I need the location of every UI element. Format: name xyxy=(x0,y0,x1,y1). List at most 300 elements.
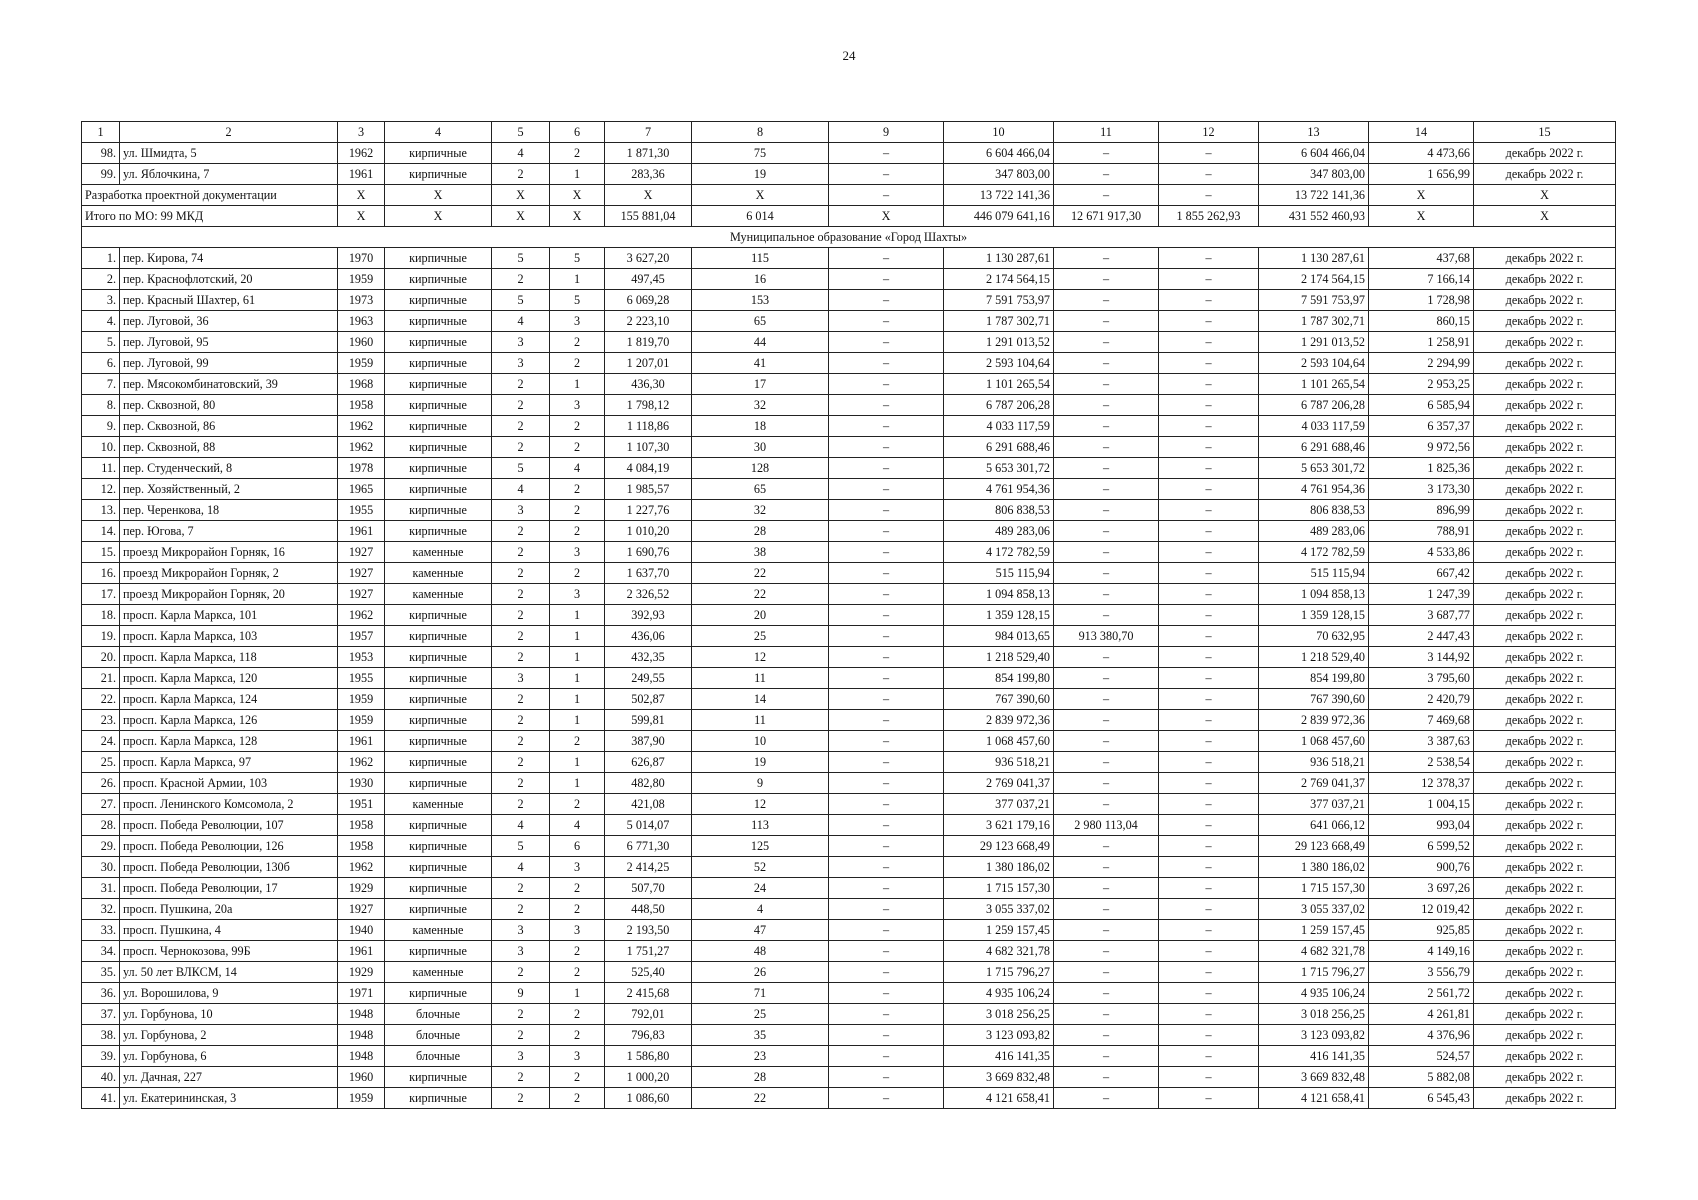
column-header: 8 xyxy=(692,122,829,143)
table-cell: 3 055 337,02 xyxy=(944,899,1054,920)
table-cell: 2 xyxy=(550,500,605,521)
table-cell: 806 838,53 xyxy=(1259,500,1369,521)
table-cell: – xyxy=(829,437,944,458)
table-cell: кирпичные xyxy=(385,605,492,626)
table-cell: 347 803,00 xyxy=(1259,164,1369,185)
table-cell: 5 014,07 xyxy=(605,815,692,836)
table-cell: – xyxy=(1159,1004,1259,1025)
table-cell: пер. Студенческий, 8 xyxy=(120,458,338,479)
table-cell: – xyxy=(829,920,944,941)
table-cell: – xyxy=(1054,500,1159,521)
column-header: 1 xyxy=(82,122,120,143)
table-row xyxy=(82,269,1616,290)
table-cell: 1 xyxy=(550,689,605,710)
table-cell: – xyxy=(1159,143,1259,164)
table-cell: 806 838,53 xyxy=(944,500,1054,521)
table-cell: 5 xyxy=(492,458,550,479)
table-cell: 421,08 xyxy=(605,794,692,815)
table-cell: 3 xyxy=(492,920,550,941)
table-row xyxy=(82,1004,1616,1025)
table-cell: 2 538,54 xyxy=(1369,752,1474,773)
table-cell: 1962 xyxy=(338,437,385,458)
table-row xyxy=(82,311,1616,332)
table-cell: – xyxy=(1054,395,1159,416)
table-cell: 3 xyxy=(492,941,550,962)
table-cell: 6 291 688,46 xyxy=(1259,437,1369,458)
table-cell: 1. xyxy=(82,248,120,269)
table-cell: кирпичные xyxy=(385,941,492,962)
table-cell: кирпичные xyxy=(385,815,492,836)
table-cell: проезд Микрорайон Горняк, 2 xyxy=(120,563,338,584)
table-cell: 1 068 457,60 xyxy=(1259,731,1369,752)
table-row xyxy=(82,500,1616,521)
table-row xyxy=(82,794,1616,815)
table-cell: – xyxy=(1159,416,1259,437)
table-cell: 1 130 287,61 xyxy=(1259,248,1369,269)
table-cell: ул. Горбунова, 10 xyxy=(120,1004,338,1025)
table-cell: 3 669 832,48 xyxy=(944,1067,1054,1088)
table-cell: 2 xyxy=(492,437,550,458)
table-cell: – xyxy=(1159,731,1259,752)
table-cell: кирпичные xyxy=(385,143,492,164)
table-cell: 32. xyxy=(82,899,120,920)
table-cell: – xyxy=(1054,416,1159,437)
table-cell: 98. xyxy=(82,143,120,164)
table-cell: 1968 xyxy=(338,374,385,395)
table-cell: 48 xyxy=(692,941,829,962)
table-cell: 9 xyxy=(492,983,550,1004)
table-cell: 3 xyxy=(492,1046,550,1067)
table-cell: 1953 xyxy=(338,647,385,668)
table-cell: 11 xyxy=(692,668,829,689)
table-cell: 17 xyxy=(692,374,829,395)
table-cell: 1948 xyxy=(338,1025,385,1046)
table-cell: – xyxy=(1054,920,1159,941)
table-cell: кирпичные xyxy=(385,332,492,353)
table-cell: 2 223,10 xyxy=(605,311,692,332)
table-cell: – xyxy=(1054,1046,1159,1067)
table-cell: 29. xyxy=(82,836,120,857)
table-cell: 12 xyxy=(692,794,829,815)
table-cell: декабрь 2022 г. xyxy=(1474,1088,1616,1109)
table-cell: кирпичные xyxy=(385,626,492,647)
column-header: 6 xyxy=(550,122,605,143)
table-cell: 1 359 128,15 xyxy=(1259,605,1369,626)
table-cell: просп. Чернокозова, 99Б xyxy=(120,941,338,962)
table-cell: 2 174 564,15 xyxy=(944,269,1054,290)
table-cell: 515 115,94 xyxy=(944,563,1054,584)
table-cell: 4 533,86 xyxy=(1369,542,1474,563)
table-cell: кирпичные xyxy=(385,248,492,269)
table-cell: декабрь 2022 г. xyxy=(1474,962,1616,983)
table-cell: пер. Луговой, 99 xyxy=(120,353,338,374)
table-cell: – xyxy=(829,794,944,815)
table-cell: – xyxy=(1159,395,1259,416)
summary-cell: 13 722 141,36 xyxy=(1259,185,1369,206)
table-cell: 2 xyxy=(550,437,605,458)
table-cell: 900,76 xyxy=(1369,857,1474,878)
table-cell: 482,80 xyxy=(605,773,692,794)
table-cell: кирпичные xyxy=(385,1088,492,1109)
table-cell: 1 728,98 xyxy=(1369,290,1474,311)
table-cell: 1 380 186,02 xyxy=(944,857,1054,878)
table-cell: – xyxy=(829,1088,944,1109)
table-cell: 2 xyxy=(492,269,550,290)
table-cell: – xyxy=(1054,752,1159,773)
summary-cell: 12 671 917,30 xyxy=(1054,206,1159,227)
table-row xyxy=(82,899,1616,920)
table-cell: 1 094 858,13 xyxy=(1259,584,1369,605)
table-cell: 1 690,76 xyxy=(605,542,692,563)
table-cell: – xyxy=(1159,878,1259,899)
table-cell: 4 149,16 xyxy=(1369,941,1474,962)
table-cell: 6 069,28 xyxy=(605,290,692,311)
table-cell: 925,85 xyxy=(1369,920,1474,941)
table-cell: 1955 xyxy=(338,668,385,689)
table-cell: 3 xyxy=(550,920,605,941)
table-cell: 1927 xyxy=(338,563,385,584)
table-cell: 283,36 xyxy=(605,164,692,185)
table-cell: 1 xyxy=(550,752,605,773)
table-cell: – xyxy=(829,710,944,731)
table-cell: декабрь 2022 г. xyxy=(1474,941,1616,962)
table-cell: – xyxy=(1159,311,1259,332)
table-cell: 2 xyxy=(550,1004,605,1025)
table-row xyxy=(82,479,1616,500)
table-cell: просп. Ленинского Комсомола, 2 xyxy=(120,794,338,815)
table-cell: 32 xyxy=(692,500,829,521)
table-cell: – xyxy=(1054,605,1159,626)
table-cell: 12. xyxy=(82,479,120,500)
table-cell: пер. Кирова, 74 xyxy=(120,248,338,269)
table-cell: 1 227,76 xyxy=(605,500,692,521)
table-cell: 16. xyxy=(82,563,120,584)
summary-cell: X xyxy=(338,185,385,206)
table-row xyxy=(82,836,1616,857)
table-cell: 2 953,25 xyxy=(1369,374,1474,395)
table-cell: 5 xyxy=(550,290,605,311)
table-cell: 4 xyxy=(492,311,550,332)
table-cell: 4 761 954,36 xyxy=(1259,479,1369,500)
table-cell: 12 xyxy=(692,647,829,668)
table-cell: просп. Карла Маркса, 118 xyxy=(120,647,338,668)
table-cell: 993,04 xyxy=(1369,815,1474,836)
table-cell: 4 xyxy=(550,815,605,836)
table-cell: – xyxy=(1054,1067,1159,1088)
table-cell: 1 715 157,30 xyxy=(1259,878,1369,899)
table-cell: пер. Черенкова, 18 xyxy=(120,500,338,521)
table-cell: просп. Карла Маркса, 120 xyxy=(120,668,338,689)
table-cell: 4 761 954,36 xyxy=(944,479,1054,500)
table-cell: – xyxy=(1054,458,1159,479)
table-cell: 36. xyxy=(82,983,120,1004)
table-cell: 1 207,01 xyxy=(605,353,692,374)
table-cell: 1962 xyxy=(338,143,385,164)
table-cell: 22. xyxy=(82,689,120,710)
table-cell: декабрь 2022 г. xyxy=(1474,815,1616,836)
summary-label: Разработка проектной документации xyxy=(82,185,338,206)
table-cell: декабрь 2022 г. xyxy=(1474,878,1616,899)
table-cell: декабрь 2022 г. xyxy=(1474,332,1616,353)
table-cell: 1959 xyxy=(338,689,385,710)
summary-cell: X xyxy=(385,185,492,206)
table-cell: декабрь 2022 г. xyxy=(1474,395,1616,416)
table-cell: 1 637,70 xyxy=(605,563,692,584)
table-cell: 12 019,42 xyxy=(1369,899,1474,920)
table-cell: – xyxy=(1159,437,1259,458)
table-cell: 1 xyxy=(550,269,605,290)
table-cell: 2 xyxy=(550,332,605,353)
table-cell: декабрь 2022 г. xyxy=(1474,836,1616,857)
table-cell: 2 xyxy=(550,416,605,437)
table-cell: 1 000,20 xyxy=(605,1067,692,1088)
table-cell: – xyxy=(1159,794,1259,815)
table-cell: – xyxy=(1159,269,1259,290)
table-cell: 99. xyxy=(82,164,120,185)
table-cell: – xyxy=(1159,962,1259,983)
table-cell: просп. Победа Революции, 107 xyxy=(120,815,338,836)
summary-cell: X xyxy=(338,206,385,227)
table-cell: кирпичные xyxy=(385,899,492,920)
table-cell: 3 xyxy=(550,311,605,332)
table-cell: 1958 xyxy=(338,395,385,416)
table-cell: – xyxy=(1159,920,1259,941)
table-cell: 436,30 xyxy=(605,374,692,395)
table-cell: – xyxy=(829,521,944,542)
table-cell: 1961 xyxy=(338,521,385,542)
table-cell: 1961 xyxy=(338,164,385,185)
table-cell: 4 xyxy=(492,479,550,500)
table-cell: – xyxy=(829,143,944,164)
table-cell: 1 118,86 xyxy=(605,416,692,437)
table-cell: 23 xyxy=(692,1046,829,1067)
table-cell: кирпичные xyxy=(385,647,492,668)
table-cell: кирпичные xyxy=(385,416,492,437)
table-cell: 5 653 301,72 xyxy=(944,458,1054,479)
table-cell: – xyxy=(829,164,944,185)
table-cell: 29 123 668,49 xyxy=(1259,836,1369,857)
table-cell: 416 141,35 xyxy=(944,1046,1054,1067)
table-cell: декабрь 2022 г. xyxy=(1474,605,1616,626)
column-header: 3 xyxy=(338,122,385,143)
table-row xyxy=(82,1046,1616,1067)
table-cell: кирпичные xyxy=(385,752,492,773)
table-cell: 437,68 xyxy=(1369,248,1474,269)
table-row xyxy=(82,290,1616,311)
table-cell: каменные xyxy=(385,920,492,941)
table-cell: каменные xyxy=(385,962,492,983)
table-cell: 1970 xyxy=(338,248,385,269)
table-cell: 25. xyxy=(82,752,120,773)
table-cell: 11. xyxy=(82,458,120,479)
table-cell: 2 xyxy=(550,521,605,542)
table-cell: 1 xyxy=(550,374,605,395)
table-cell: 3 795,60 xyxy=(1369,668,1474,689)
table-cell: 2 xyxy=(492,626,550,647)
table-cell: – xyxy=(1159,815,1259,836)
table-cell: 20 xyxy=(692,605,829,626)
table-cell: – xyxy=(829,311,944,332)
table-cell: 2 xyxy=(492,1067,550,1088)
table-cell: – xyxy=(1159,479,1259,500)
table-cell: 249,55 xyxy=(605,668,692,689)
table-cell: ул. Горбунова, 6 xyxy=(120,1046,338,1067)
table-cell: просп. Победа Революции, 126 xyxy=(120,836,338,857)
table-cell: декабрь 2022 г. xyxy=(1474,1067,1616,1088)
table-cell: 436,06 xyxy=(605,626,692,647)
table-cell: 7 166,14 xyxy=(1369,269,1474,290)
table-cell: 3 669 832,48 xyxy=(1259,1067,1369,1088)
table-cell: 896,99 xyxy=(1369,500,1474,521)
summary-cell: X xyxy=(550,206,605,227)
table-cell: 21. xyxy=(82,668,120,689)
table-row xyxy=(82,731,1616,752)
table-cell: – xyxy=(1159,458,1259,479)
table-cell: 4 935 106,24 xyxy=(1259,983,1369,1004)
summary-cell: X xyxy=(692,185,829,206)
table-cell: – xyxy=(1054,332,1159,353)
table-cell: кирпичные xyxy=(385,269,492,290)
table-cell: кирпичные xyxy=(385,395,492,416)
table-cell: 641 066,12 xyxy=(1259,815,1369,836)
summary-cell: 13 722 141,36 xyxy=(944,185,1054,206)
table-cell: 6 604 466,04 xyxy=(944,143,1054,164)
table-cell: – xyxy=(1159,542,1259,563)
table-cell: – xyxy=(1159,647,1259,668)
table-cell: декабрь 2022 г. xyxy=(1474,479,1616,500)
table-cell: ул. Ворошилова, 9 xyxy=(120,983,338,1004)
table-cell: – xyxy=(1159,1067,1259,1088)
table-row xyxy=(82,437,1616,458)
table-cell: 2 980 113,04 xyxy=(1054,815,1159,836)
table-cell: 507,70 xyxy=(605,878,692,899)
table-cell: 1 101 265,54 xyxy=(1259,374,1369,395)
table-cell: – xyxy=(1159,164,1259,185)
table-cell: 35. xyxy=(82,962,120,983)
table-cell: 1 004,15 xyxy=(1369,794,1474,815)
table-cell: – xyxy=(1159,353,1259,374)
table-cell: каменные xyxy=(385,794,492,815)
summary-cell: X xyxy=(1474,206,1616,227)
table-cell: 792,01 xyxy=(605,1004,692,1025)
table-cell: 3 556,79 xyxy=(1369,962,1474,983)
table-cell: пер. Сквозной, 80 xyxy=(120,395,338,416)
table-cell: 1929 xyxy=(338,962,385,983)
table-cell: – xyxy=(1054,899,1159,920)
table-cell: 1 218 529,40 xyxy=(1259,647,1369,668)
table-cell: 2 839 972,36 xyxy=(1259,710,1369,731)
table-cell: 1927 xyxy=(338,584,385,605)
table-cell: – xyxy=(829,1046,944,1067)
table-cell: – xyxy=(1054,857,1159,878)
summary-cell: X xyxy=(492,185,550,206)
table-cell: 1957 xyxy=(338,626,385,647)
table-cell: 599,81 xyxy=(605,710,692,731)
table-cell: – xyxy=(1054,647,1159,668)
section-title: Муниципальное образование «Город Шахты» xyxy=(82,227,1616,248)
table-cell: 377 037,21 xyxy=(944,794,1054,815)
table-cell: 4 xyxy=(492,815,550,836)
table-cell: декабрь 2022 г. xyxy=(1474,563,1616,584)
table-cell: 14 xyxy=(692,689,829,710)
summary-cell: – xyxy=(1054,185,1159,206)
summary-cell: – xyxy=(1159,185,1259,206)
table-cell: 2 xyxy=(550,962,605,983)
table-cell: 1 218 529,40 xyxy=(944,647,1054,668)
table-cell: 38 xyxy=(692,542,829,563)
table-row xyxy=(82,395,1616,416)
table-cell: 40. xyxy=(82,1067,120,1088)
table-cell: 2 593 104,64 xyxy=(944,353,1054,374)
column-header: 9 xyxy=(829,122,944,143)
table-cell: декабрь 2022 г. xyxy=(1474,584,1616,605)
table-row xyxy=(82,857,1616,878)
table-cell: 7 469,68 xyxy=(1369,710,1474,731)
table-cell: 4 261,81 xyxy=(1369,1004,1474,1025)
table-cell: 5 xyxy=(550,248,605,269)
table-cell: декабрь 2022 г. xyxy=(1474,731,1616,752)
table-row xyxy=(82,878,1616,899)
table-cell: – xyxy=(1054,1025,1159,1046)
table-cell: 936 518,21 xyxy=(944,752,1054,773)
table-cell: 3 697,26 xyxy=(1369,878,1474,899)
table-cell: 1 094 858,13 xyxy=(944,584,1054,605)
table-cell: ул. Дачная, 227 xyxy=(120,1067,338,1088)
table-cell: 767 390,60 xyxy=(1259,689,1369,710)
table-cell: 1962 xyxy=(338,605,385,626)
table-cell: – xyxy=(829,248,944,269)
table-cell: – xyxy=(829,689,944,710)
table-cell: 448,50 xyxy=(605,899,692,920)
table-cell: 35 xyxy=(692,1025,829,1046)
table-cell: 416 141,35 xyxy=(1259,1046,1369,1067)
table-cell: – xyxy=(829,983,944,1004)
table-cell: 115 xyxy=(692,248,829,269)
table-cell: 7. xyxy=(82,374,120,395)
table-cell: – xyxy=(1054,290,1159,311)
table-cell: 52 xyxy=(692,857,829,878)
table-cell: 525,40 xyxy=(605,962,692,983)
table-row xyxy=(82,332,1616,353)
table-cell: 16 xyxy=(692,269,829,290)
table-cell: 2 xyxy=(550,563,605,584)
table-cell: 6 787 206,28 xyxy=(1259,395,1369,416)
table-cell: – xyxy=(1054,1004,1159,1025)
table-cell: 392,93 xyxy=(605,605,692,626)
table-cell: 3 018 256,25 xyxy=(944,1004,1054,1025)
table-cell: 1927 xyxy=(338,899,385,920)
summary-row xyxy=(82,185,1616,206)
table-cell: – xyxy=(829,836,944,857)
table-cell: 44 xyxy=(692,332,829,353)
table-cell: 13. xyxy=(82,500,120,521)
table-cell: 913 380,70 xyxy=(1054,626,1159,647)
table-cell: 2 420,79 xyxy=(1369,689,1474,710)
table-cell: 1 xyxy=(550,164,605,185)
table-cell: – xyxy=(829,416,944,437)
table-cell: – xyxy=(1054,836,1159,857)
table-cell: 12 378,37 xyxy=(1369,773,1474,794)
table-cell: 2 xyxy=(492,689,550,710)
table-row xyxy=(82,962,1616,983)
column-header: 15 xyxy=(1474,122,1616,143)
table-cell: 1 xyxy=(550,983,605,1004)
table-cell: 2 561,72 xyxy=(1369,983,1474,1004)
table-cell: 6 599,52 xyxy=(1369,836,1474,857)
table-cell: 23. xyxy=(82,710,120,731)
table-cell: 26 xyxy=(692,962,829,983)
table-row xyxy=(82,458,1616,479)
